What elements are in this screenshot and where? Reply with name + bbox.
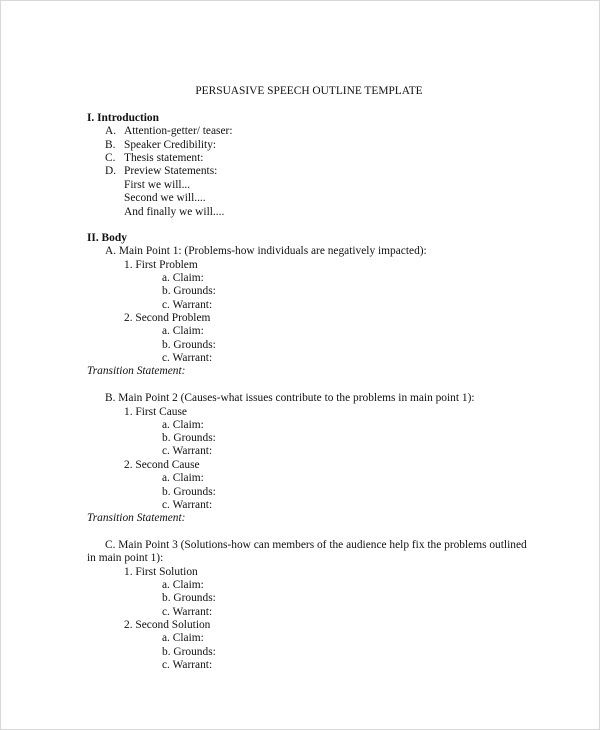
grounds-label: b. Grounds:	[162, 339, 216, 351]
intro-item-text: Speaker Credibility:	[124, 139, 217, 151]
body-heading: II. Body	[87, 232, 127, 244]
transition-statement: Transition Statement:	[87, 365, 186, 377]
intro-item-letter: C.	[105, 152, 116, 164]
main-point-label: A. Main Point 1: (Problems-how individuals are negatively impacted):	[105, 245, 427, 257]
sub-point-label: 2. Second Solution	[124, 619, 211, 631]
intro-item-text: Thesis statement:	[124, 152, 204, 164]
introduction-heading: I. Introduction	[87, 112, 159, 124]
preview-line: And finally we will....	[124, 206, 225, 218]
warrant-label: c. Warrant:	[162, 499, 213, 511]
claim-label: a. Claim:	[162, 632, 204, 644]
grounds-label: b. Grounds:	[162, 432, 216, 444]
sub-point-label: 1. First Problem	[124, 259, 198, 271]
preview-line: First we will...	[124, 179, 191, 191]
preview-line: Second we will....	[124, 192, 206, 204]
claim-label: a. Claim:	[162, 272, 204, 284]
claim-label: a. Claim:	[162, 472, 204, 484]
sub-point-label: 2. Second Cause	[124, 459, 200, 471]
claim-label: a. Claim:	[162, 579, 204, 591]
grounds-label: b. Grounds:	[162, 592, 216, 604]
page-title: PERSUASIVE SPEECH OUTLINE TEMPLATE	[195, 85, 423, 97]
sub-point-label: 1. First Solution	[124, 566, 198, 578]
warrant-label: c. Warrant:	[162, 659, 213, 671]
main-point-label: C. Main Point 3 (Solutions-how can members of the audience help fix the problems outlined	[105, 539, 527, 551]
main-point-label: B. Main Point 2 (Causes-what issues contribute to the problems in main point 1):	[105, 392, 475, 404]
warrant-label: c. Warrant:	[162, 352, 213, 364]
grounds-label: b. Grounds:	[162, 285, 216, 297]
claim-label: a. Claim:	[162, 325, 204, 337]
warrant-label: c. Warrant:	[162, 445, 213, 457]
warrant-label: c. Warrant:	[162, 299, 213, 311]
grounds-label: b. Grounds:	[162, 486, 216, 498]
intro-item-letter: B.	[105, 139, 116, 151]
warrant-label: c. Warrant:	[162, 606, 213, 618]
transition-statement: Transition Statement:	[87, 512, 186, 524]
intro-item-text: Preview Statements:	[124, 165, 218, 177]
intro-item-letter: A.	[105, 125, 117, 137]
intro-item-letter: D.	[105, 165, 117, 177]
intro-item-text: Attention-getter/ teaser:	[124, 125, 233, 137]
sub-point-label: 2. Second Problem	[124, 312, 211, 324]
grounds-label: b. Grounds:	[162, 646, 216, 658]
claim-label: a. Claim:	[162, 419, 204, 431]
main-point-label-continued: in main point 1):	[87, 552, 164, 564]
sub-point-label: 1. First Cause	[124, 406, 187, 418]
